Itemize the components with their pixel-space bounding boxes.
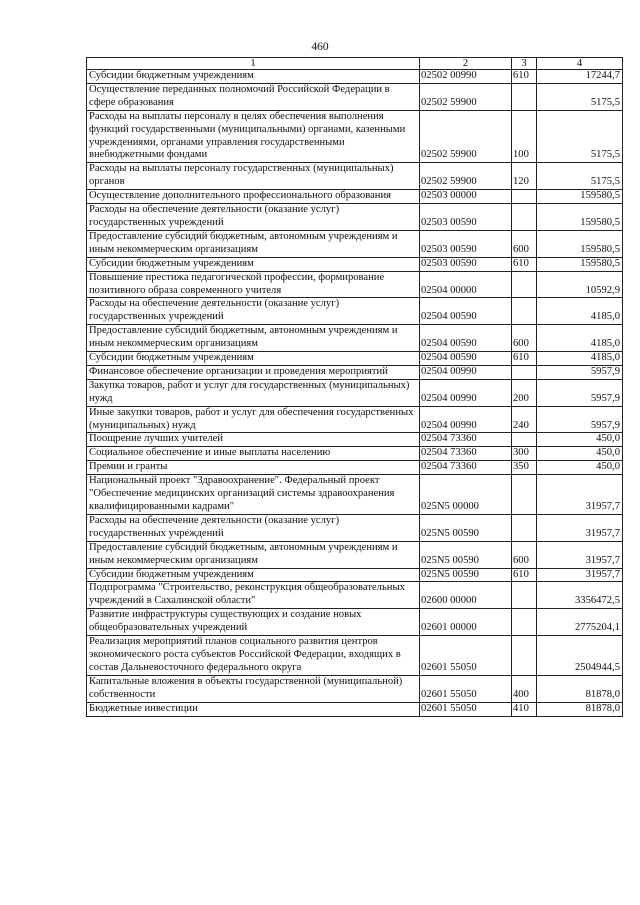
column-header: 4 [537,58,623,70]
row-name: Расходы на обеспечение деятельности (оказание услуг) государственных учреждений [87,204,420,231]
table-row [87,110,623,163]
table-row [87,475,623,515]
row-name: Субсидии бюджетным учреждениям [87,352,420,366]
row-type: 610 [512,568,537,582]
row-type: 240 [512,406,537,433]
table-body [87,70,623,717]
row-name: Предоставление субсидий бюджетным, автономным учреждениям и иным некоммерческим организациям [87,541,420,568]
row-code: 02503 00000 [420,190,512,204]
table-row [87,83,623,110]
table-row [87,433,623,447]
row-name: Финансовое обеспечение организации и проведения мероприятий [87,365,420,379]
row-amount: 10592,9 [537,271,623,298]
table-row [87,636,623,676]
table-row [87,406,623,433]
row-code: 02502 59900 [420,110,512,163]
row-code: 02504 73360 [420,447,512,461]
row-name: Национальный проект "Здравоохранение". Федеральный проект "Обеспечение медицинских организаций системы здравоохранения квалифицированными кадрами" [87,475,420,515]
row-amount: 5175,5 [537,110,623,163]
row-name: Осуществление переданных полномочий Российской Федерации в сфере образования [87,83,420,110]
row-name: Поощрение лучших учителей [87,433,420,447]
row-type: 400 [512,675,537,702]
row-code: 025N5 00590 [420,541,512,568]
row-type: 600 [512,230,537,257]
row-type [512,475,537,515]
row-name: Предоставление субсидий бюджетным, автономным учреждениям и иным некоммерческим организациям [87,325,420,352]
row-code: 025N5 00000 [420,475,512,515]
row-code: 02503 00590 [420,230,512,257]
page-number: 460 [311,41,329,53]
row-code: 02601 00000 [420,609,512,636]
table-header-row [87,58,623,70]
row-type [512,609,537,636]
table-row [87,257,623,271]
row-amount: 17244,7 [537,70,623,84]
row-type [512,271,537,298]
row-amount: 5957,9 [537,365,623,379]
row-amount: 2775204,1 [537,609,623,636]
row-type: 610 [512,352,537,366]
row-code: 02503 00590 [420,204,512,231]
row-type: 120 [512,163,537,190]
row-amount: 81878,0 [537,702,623,716]
row-name: Подпрограмма "Строительство, реконструкция общеобразовательных учреждений в Сахалинской области" [87,582,420,609]
table-row [87,541,623,568]
table-row [87,675,623,702]
row-amount: 159580,5 [537,204,623,231]
row-type [512,433,537,447]
row-name: Расходы на выплаты персоналу государственных (муниципальных) органов [87,163,420,190]
table-row [87,298,623,325]
row-amount: 5957,9 [537,379,623,406]
row-type [512,298,537,325]
table-row [87,271,623,298]
row-amount: 159580,5 [537,190,623,204]
table-row [87,379,623,406]
budget-table [86,57,623,717]
table-row [87,609,623,636]
row-code: 025N5 00590 [420,568,512,582]
row-code: 02502 59900 [420,163,512,190]
table-row [87,230,623,257]
table-row [87,514,623,541]
row-type: 410 [512,702,537,716]
row-name: Бюджетные инвестиции [87,702,420,716]
row-type [512,636,537,676]
row-name: Развитие инфраструктуры существующих и создание новых общеобразовательных учреждений [87,609,420,636]
row-code: 02503 00590 [420,257,512,271]
row-type [512,582,537,609]
row-code: 02504 73360 [420,461,512,475]
row-name: Социальное обеспечение и иные выплаты населению [87,447,420,461]
row-code: 02504 73360 [420,433,512,447]
row-name: Осуществление дополнительного профессионального образования [87,190,420,204]
row-amount: 3356472,5 [537,582,623,609]
row-name: Расходы на выплаты персоналу в целях обеспечения выполнения функций государственными (муниципальными) органами, казенными учреждениями, органами управления государственными внебюджетными фондами [87,110,420,163]
row-type [512,365,537,379]
table-row [87,352,623,366]
row-code: 02504 00990 [420,406,512,433]
table-row [87,461,623,475]
row-type: 300 [512,447,537,461]
row-code: 02504 00590 [420,352,512,366]
row-amount: 159580,5 [537,257,623,271]
row-code: 025N5 00590 [420,514,512,541]
row-type: 350 [512,461,537,475]
table-row [87,568,623,582]
row-name: Субсидии бюджетным учреждениям [87,70,420,84]
row-name: Закупка товаров, работ и услуг для государственных (муниципальных) нужд [87,379,420,406]
row-code: 02504 00990 [420,379,512,406]
row-code: 02504 00590 [420,325,512,352]
column-header: 2 [420,58,512,70]
row-type: 610 [512,70,537,84]
row-name: Капитальные вложения в объекты государственной (муниципальной) собственности [87,675,420,702]
row-name: Реализация мероприятий планов социального развития центров экономического роста субъектов Российской Федерации, входящих в состав Дальневосточного федерального округа [87,636,420,676]
row-type [512,83,537,110]
row-type: 610 [512,257,537,271]
row-amount: 5175,5 [537,83,623,110]
row-amount: 4185,0 [537,325,623,352]
table-row [87,190,623,204]
row-code: 02601 55050 [420,636,512,676]
row-amount: 4185,0 [537,352,623,366]
row-name: Субсидии бюджетным учреждениям [87,568,420,582]
column-header: 3 [512,58,537,70]
row-type [512,190,537,204]
table-row [87,447,623,461]
table-row [87,204,623,231]
row-code: 02502 59900 [420,83,512,110]
row-amount: 5175,5 [537,163,623,190]
row-name: Субсидии бюджетным учреждениям [87,257,420,271]
table-row [87,163,623,190]
row-code: 02601 55050 [420,702,512,716]
row-amount: 31957,7 [537,514,623,541]
row-name: Иные закупки товаров, работ и услуг для обеспечения государственных (муниципальных) нужд [87,406,420,433]
row-code: 02600 00000 [420,582,512,609]
table-row [87,325,623,352]
row-code: 02504 00590 [420,298,512,325]
row-amount: 450,0 [537,461,623,475]
row-code: 02504 00990 [420,365,512,379]
row-amount: 2504944,5 [537,636,623,676]
row-amount: 5957,9 [537,406,623,433]
row-name: Предоставление субсидий бюджетным, автономным учреждениям и иным некоммерческим организациям [87,230,420,257]
row-amount: 159580,5 [537,230,623,257]
table-row [87,582,623,609]
row-amount: 4185,0 [537,298,623,325]
row-name: Повышение престижа педагогической профессии, формирование позитивного образа современного учителя [87,271,420,298]
column-header: 1 [87,58,420,70]
row-amount: 450,0 [537,447,623,461]
row-amount: 450,0 [537,433,623,447]
row-type: 200 [512,379,537,406]
table-row [87,365,623,379]
row-type [512,204,537,231]
row-name: Премии и гранты [87,461,420,475]
row-type: 600 [512,541,537,568]
row-code: 02502 00990 [420,70,512,84]
table-row [87,702,623,716]
row-amount: 31957,7 [537,568,623,582]
row-type: 600 [512,325,537,352]
row-type: 100 [512,110,537,163]
row-code: 02504 00000 [420,271,512,298]
row-type [512,514,537,541]
row-amount: 31957,7 [537,541,623,568]
row-amount: 81878,0 [537,675,623,702]
row-code: 02601 55050 [420,675,512,702]
row-name: Расходы на обеспечение деятельности (оказание услуг) государственных учреждений [87,514,420,541]
row-amount: 31957,7 [537,475,623,515]
table-row [87,70,623,84]
row-name: Расходы на обеспечение деятельности (оказание услуг) государственных учреждений [87,298,420,325]
